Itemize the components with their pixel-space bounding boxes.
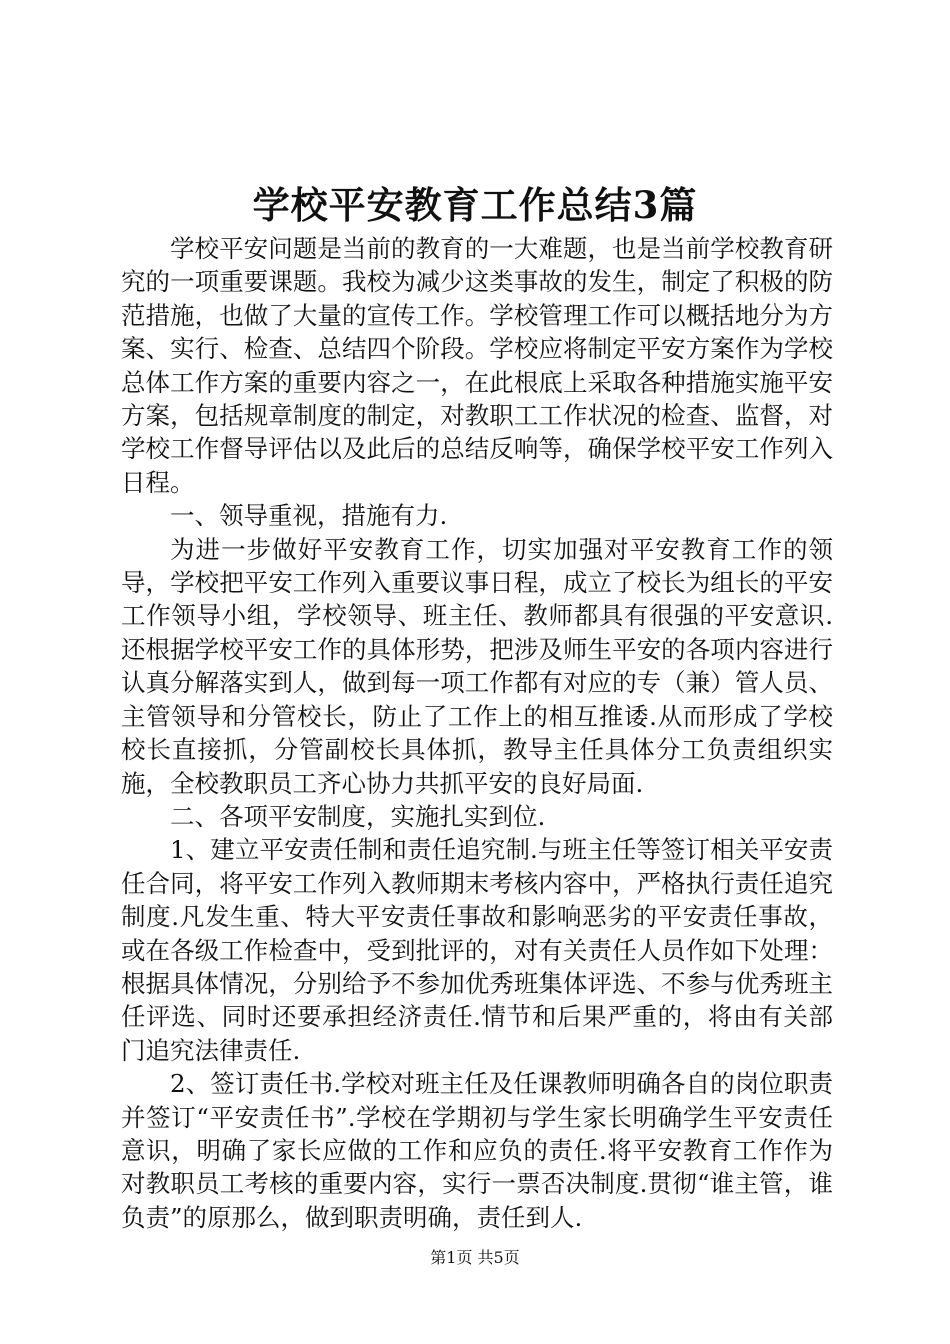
paragraph-intro: 学校平安问题是当前的教育的一大难题，也是当前学校教育研究的一项重要课题。我校为减少这类事故的发生，制定了积极的防范措施，也做了大量的宣传工作。学校管理工作可以概括地分为方案、实行、检查、总结四个阶段。学校应将制定平安方案作为学校总体工作方案的重要内容之一，在此根底上采取各种措施实施平安方案，包括规章制度的制定，对教职工工作状况的检查、监督，对学校工作督导评估以及此后的总结反响等，确保学校平安工作列入日程。 xyxy=(121,234,833,497)
section-heading-2: 二、各项平安制度，实施扎实到位. xyxy=(170,801,546,831)
paragraph-leadership: 为进一步做好平安教育工作，切实加强对平安教育工作的领导，学校把平安工作列入重要议事日程，成立了校长为组长的平安工作领导小组，学校领导、班主任、教师都具有很强的平安意识.还根据学校平安工作的具体形势，把涉及师生平安的各项内容进行认真分解落实到人，做到每一项工作都有对应的专（兼）管人员、主管领导和分管校长，防止了工作上的相互推诿.从而形成了学校校长直接抓，分管副校长具体抓，教导主任具体分工负责组织实施，全校教职员工齐心协力共抓平安的良好局面. xyxy=(121,534,833,798)
section-heading-1: 一、领导重视，措施有力. xyxy=(170,501,448,531)
document-body xyxy=(121,232,833,1234)
paragraph-responsibility-letter: 2、签订责任书.学校对班主任及任课教师明确各自的岗位职责并签订“平安责任书”.学校在学期初与学生家长明确学生平安责任意识，明确了家长应做的工作和应负的责任.将平安教育工作作为对教职员工考核的重要内容，实行一票否决制度.贯彻“谁主管，谁负责”的原那么，做到职责明确，责任到人. xyxy=(121,1069,833,1232)
document-title: 学校平安教育工作总结3篇 xyxy=(252,183,698,227)
page-footer: 第1页 共5页 xyxy=(430,1248,520,1267)
paragraph-responsibility-system: 1、建立平安责任制和责任追究制.与班主任等签订相关平安责任合同，将平安工作列入教师期末考核内容中，严格执行责任追究制度.凡发生重、特大平安责任事故和影响恶劣的平安责任事故，或在各级工作检查中，受到批评的，对有关责任人员作如下处理：根据具体情况，分别给予不参加优秀班集体评选、不参与优秀班主任评选、同时还要承担经济责任.情节和后果严重的，将由有关部门追究法律责任. xyxy=(121,835,833,1065)
